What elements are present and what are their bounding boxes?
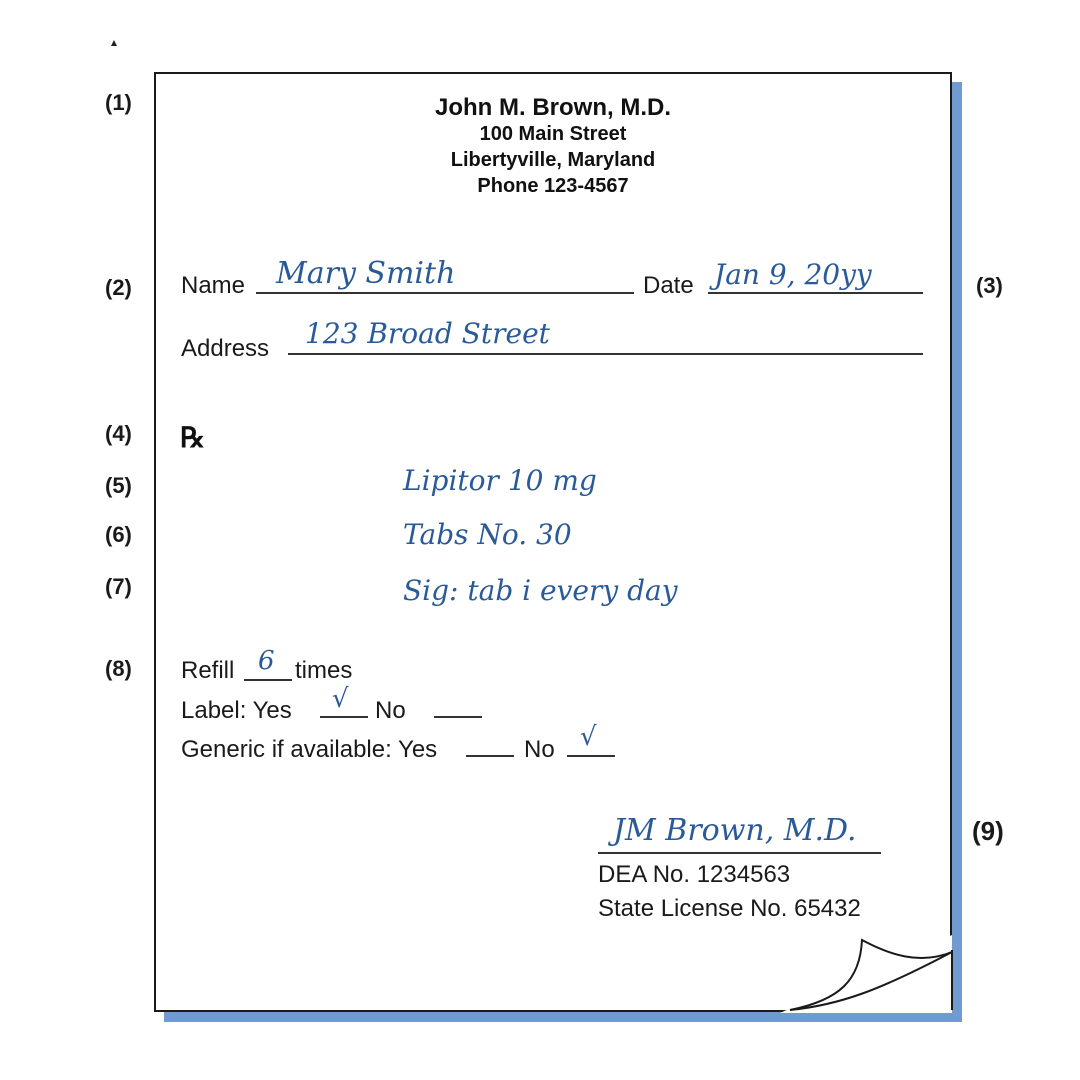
label-no-line: [434, 716, 482, 718]
date-label: Date: [643, 272, 694, 299]
marker-9: (9): [972, 816, 1004, 846]
doctor-city: Libertyville, Maryland: [450, 149, 656, 171]
times-label: times: [295, 657, 353, 684]
generic-yes-line: [466, 755, 514, 757]
label-yes-line: [320, 716, 368, 718]
date-line: [708, 292, 923, 294]
doctor-signature: JM Brown, M.D.: [613, 813, 857, 848]
label-yes-check: √: [332, 684, 349, 714]
date-value: Jan 9, 20yy: [714, 258, 872, 291]
signature-line: [598, 852, 881, 854]
address-label: Address: [181, 335, 270, 362]
doctor-name: John M. Brown, M.D.: [435, 94, 671, 121]
rx-symbol: ℞: [180, 423, 206, 454]
address-line: [288, 353, 923, 355]
refill-label: Refill: [181, 657, 235, 684]
name-line: [256, 292, 634, 294]
corner-mark: [111, 40, 117, 46]
label-yes-label: Label: Yes: [181, 697, 292, 724]
name-label: Name: [181, 272, 246, 299]
generic-no-line: [567, 755, 615, 757]
marker-3: (3): [976, 273, 1003, 298]
dea-number: DEA No. 1234563: [598, 861, 791, 888]
doctor-street: 100 Main Street: [479, 123, 627, 145]
label-no-label: No: [375, 697, 406, 724]
marker-7: (7): [105, 574, 132, 599]
refill-line: [244, 679, 292, 681]
drug-name: Lipitor 10 mg: [403, 464, 597, 497]
patient-address: 123 Broad Street: [305, 317, 550, 350]
generic-no-check: √: [580, 722, 597, 752]
marker-8: (8): [105, 656, 132, 681]
refill-count: 6: [258, 646, 275, 676]
drug-sig: Sig: tab i every day: [403, 574, 678, 607]
marker-2: (2): [105, 275, 132, 300]
state-license: State License No. 65432: [598, 895, 861, 922]
drug-quantity: Tabs No. 30: [403, 518, 572, 551]
generic-no-label: No: [524, 736, 555, 763]
generic-yes-label: Generic if available: Yes: [181, 736, 438, 763]
doctor-phone: Phone 123-4567: [477, 175, 629, 197]
marker-1: (1): [105, 90, 132, 115]
page-curl-icon: [780, 930, 955, 1015]
marker-4: (4): [105, 421, 132, 446]
marker-6: (6): [105, 522, 132, 547]
patient-name: Mary Smith: [276, 256, 456, 291]
marker-5: (5): [105, 473, 132, 498]
